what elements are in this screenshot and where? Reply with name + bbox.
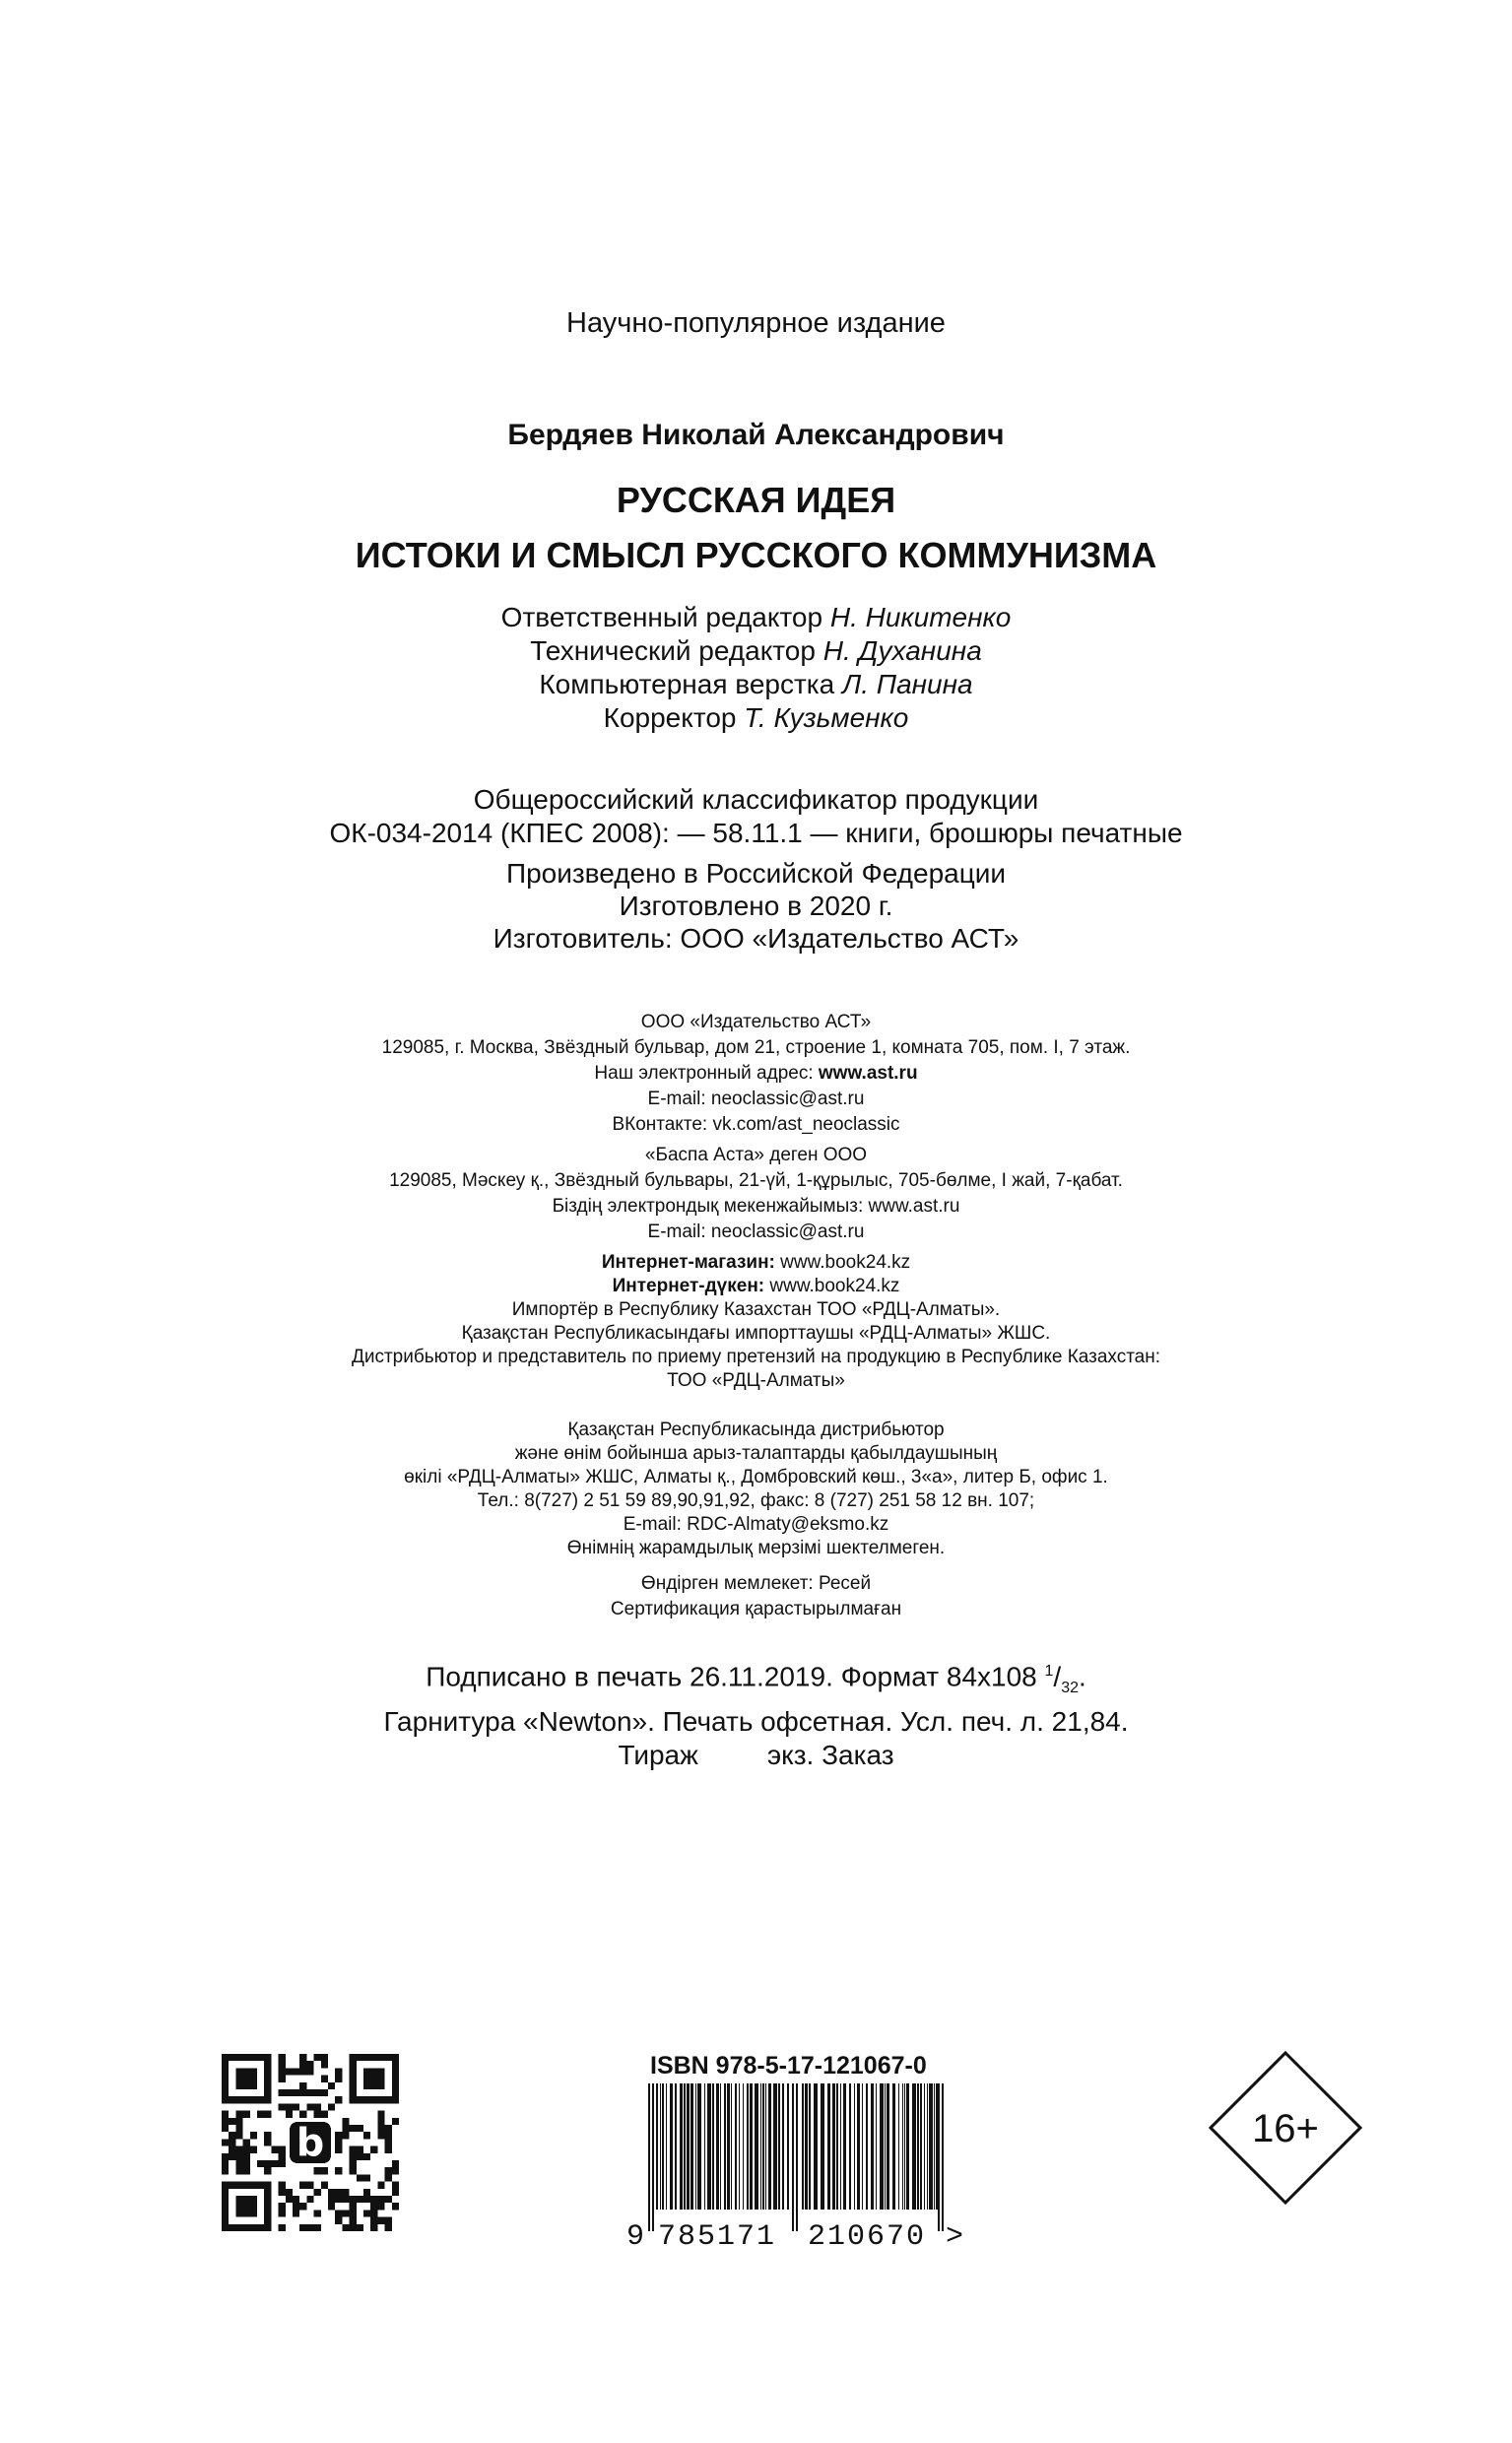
importer-line: Дистрибьютор и представитель по приему претензий на продукцию в Республике Казахстан: — [351, 1347, 1161, 1367]
format-fraction-num: 1 — [1044, 1663, 1054, 1680]
publisher-ru-block — [0, 1010, 1512, 1138]
barcode-digits-left: 785171 — [658, 2220, 774, 2251]
order-label: экз. Заказ — [766, 1739, 894, 1770]
importer-line: Импортёр в Республику Казахстан ТОО «РДЦ-Алматы». — [511, 1299, 1001, 1320]
print-signed-line: Подписано в печать 26.11.2019. Формат 84х108 $^1/_{32}$. — [426, 1661, 1086, 1696]
barcode-digit-first: 9 — [626, 2220, 645, 2251]
production-info — [0, 857, 1512, 955]
shop-label: Интернет-магазин: — [601, 1252, 775, 1273]
title-line: РУССКАЯ ИДЕЯ — [616, 480, 896, 520]
production-line: Изготовлено в 2020 г. — [619, 891, 893, 921]
distributor-line: Тел.: 8(727) 2 51 59 89,90,91,92, факс: 8 (727) 251 58 12 вн. 107; — [477, 1490, 1035, 1511]
credit-role: Компьютерная верстка — [539, 669, 835, 699]
print-font-line: Гарнитура «Newton». Печать офсетная. Усл. печ. л. 21,84. — [383, 1705, 1129, 1737]
shop-url: www.book24.kz — [780, 1252, 911, 1273]
distributor-line: Өнімнің жарамдылық мерзімі шектелмеген. — [566, 1538, 946, 1558]
age-rating-label: 16+ — [1252, 2107, 1319, 2150]
credits-block — [0, 601, 1512, 735]
credit-person: Т. Кузьменко — [744, 702, 909, 733]
edition-type: Научно-популярное издание — [566, 307, 946, 339]
publisher-email: E-mail: neoclassic@ast.ru — [647, 1222, 865, 1242]
credit-person: Л. Панина — [842, 669, 973, 699]
origin-line: Өндірген мемлекет: Ресей — [640, 1573, 872, 1594]
print-info-block — [0, 1655, 1512, 1772]
shop-block — [0, 1251, 1512, 1393]
format-fraction-den: 32 — [1061, 1679, 1079, 1696]
publisher-site — [0, 1061, 1512, 1087]
importer-line: ТОО «РДЦ-Алматы» — [667, 1370, 845, 1391]
print-run-label: Тираж — [618, 1739, 698, 1770]
barcode-icon — [621, 2083, 975, 2251]
site-link: www.ast.ru — [818, 1063, 918, 1084]
distributor-line: Қазақстан Республикасында дистрибьютор — [567, 1420, 945, 1440]
credit-person: Н. Никитенко — [829, 602, 1012, 632]
barcode-digit-end: > — [946, 2220, 964, 2251]
classifier-line: ОК-034-2014 (КПЕС 2008): — 58.11.1 — книги, брошюры печатные — [329, 818, 1183, 848]
barcode-digits-right: 210670 — [808, 2220, 924, 2251]
publisher-name: «Баспа Аста» деген ООО — [644, 1145, 868, 1165]
credit-line — [0, 634, 1512, 668]
publisher-address: 129085, г. Москва, Звёздный бульвар, дом 21, строение 1, комната 705, пом. I, 7 этаж. — [381, 1037, 1131, 1058]
classifier-line: Общероссийский классификатор продукции — [473, 784, 1039, 815]
credit-role: Технический редактор — [530, 635, 816, 666]
credit-role: Ответственный редактор — [500, 602, 823, 632]
book-title — [0, 473, 1512, 583]
importer-line: Қазақстан Республикасындағы импорттаушы «РДЦ-Алматы» ЖШС. — [461, 1323, 1051, 1344]
author-name: Бердяев Николай Александрович — [507, 419, 1005, 451]
age-rating-badge — [1207, 2049, 1364, 2207]
production-line: Произведено в Российской Федерации — [505, 858, 1007, 889]
credit-role: Корректор — [603, 702, 737, 733]
shop-url: www.book24.kz — [769, 1276, 900, 1296]
shop-line — [0, 1275, 1512, 1298]
origin-block — [0, 1571, 1512, 1622]
shop-label: Интернет-дүкен: — [612, 1276, 765, 1296]
publisher-email: E-mail: neoclassic@ast.ru — [647, 1089, 865, 1109]
credit-line — [0, 668, 1512, 701]
shop-line — [0, 1251, 1512, 1275]
distributor-line: өкілі «РДЦ-Алматы» ЖШС, Алматы қ., Домбровский көш., 3«а», литер Б, офис 1. — [404, 1467, 1108, 1487]
print-run-line — [0, 1739, 1512, 1772]
credit-line — [0, 701, 1512, 735]
publisher-site: Біздің электрондық мекенжайымыз: www.ast.ru — [552, 1196, 960, 1217]
qr-code-icon — [222, 2054, 399, 2231]
credit-line — [0, 601, 1512, 634]
product-classifier — [0, 783, 1512, 850]
distributor-kz-block — [0, 1419, 1512, 1560]
credit-person: Н. Духанина — [822, 635, 982, 666]
production-line: Изготовитель: ООО «Издательство АСТ» — [493, 923, 1019, 954]
distributor-line: және өнім бойынша арыз-талаптарды қабылдаушының — [514, 1443, 998, 1464]
distributor-line: E-mail: RDC-Almaty@eksmo.kz — [623, 1514, 889, 1535]
publisher-name: ООО «Издательство АСТ» — [640, 1012, 872, 1032]
title-line: ИСТОКИ И СМЫСЛ РУССКОГО КОММУНИЗМА — [355, 535, 1157, 575]
isbn-number: ISBN 978-5-17-121067-0 — [650, 2052, 927, 2080]
site-label: Наш электронный адрес: — [594, 1063, 814, 1084]
qr-logo-letter: b — [296, 2120, 325, 2166]
publisher-kz-block — [0, 1143, 1512, 1245]
publisher-vk: ВКонтакте: vk.com/ast_neoclassic — [612, 1114, 900, 1135]
print-signed: Подписано в печать 26.11.2019. Формат 84х108 — [426, 1661, 1037, 1692]
origin-line: Сертификация қарастырылмаған — [610, 1599, 902, 1619]
publisher-address: 129085, Мәскеу қ., Звёздный бульвары, 21-үй, 1-құрылыс, 705-бөлме, I жай, 7-қабат. — [389, 1170, 1123, 1191]
